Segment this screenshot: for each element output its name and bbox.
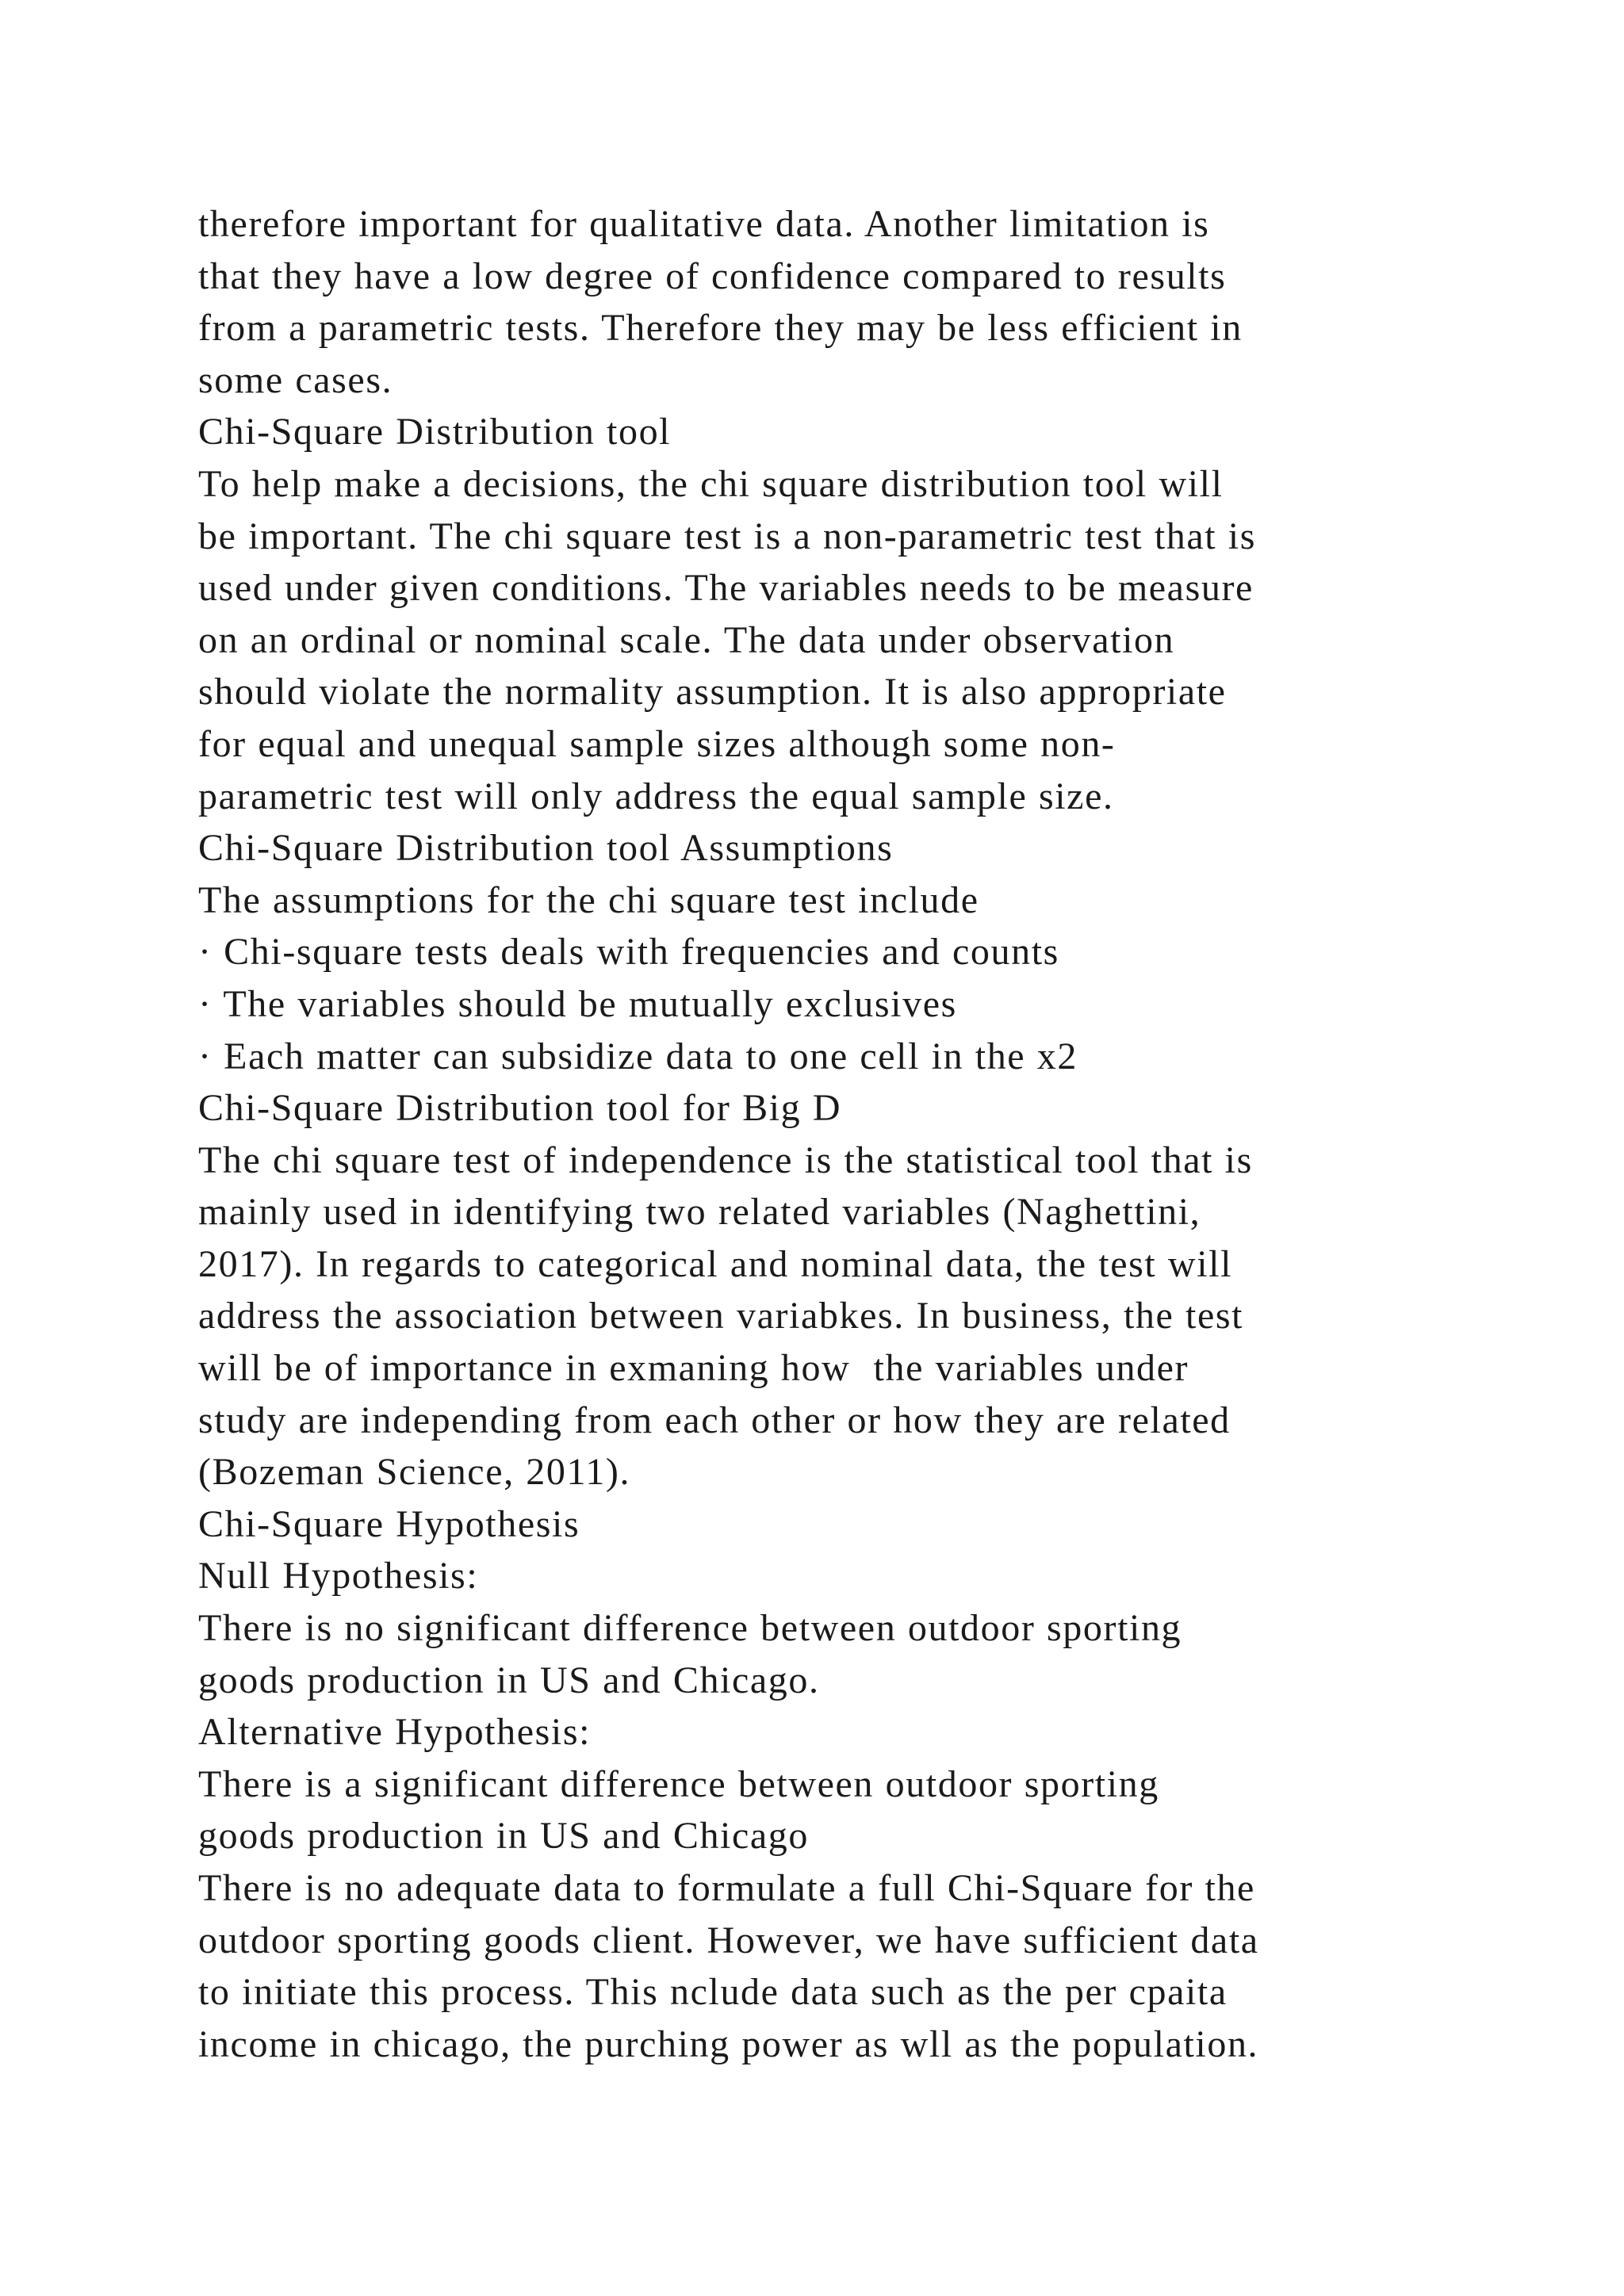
section-heading: Chi-Square Distribution tool for Big D (198, 1087, 842, 1130)
body-line: will be of importance in exmaning how the variables under (198, 1347, 1189, 1390)
body-line: should violate the normality assumption. It is also appropriate (198, 671, 1227, 714)
body-line: study are independing from each other or how they are related (198, 1399, 1231, 1441)
body-line: from a parametric tests. Therefore they may be less efficient in (198, 307, 1243, 350)
body-line: income in chicago, the purching power as wll as the population. (198, 2022, 1259, 2065)
subheading: Null Hypothesis: (198, 1555, 479, 1598)
body-line: There is a significant difference between outdoor sporting (198, 1762, 1159, 1805)
bullet-item: · The variables should be mutually exclusives (198, 982, 957, 1025)
body-line: There is no adequate data to formulate a full Chi-Square for the (198, 1867, 1255, 1909)
section-heading: Chi-Square Hypothesis (198, 1502, 580, 1545)
body-line: There is no significant difference between outdoor sporting (198, 1607, 1182, 1650)
body-line: The assumptions for the chi square test include (198, 878, 979, 921)
body-line: parametric test will only address the equal sample size. (198, 775, 1114, 817)
body-line: 2017). In regards to categorical and nominal data, the test will (198, 1242, 1233, 1285)
body-line: goods production in US and Chicago (198, 1815, 810, 1858)
body-line: therefore important for qualitative data. Another limitation is (198, 203, 1210, 245)
body-line: outdoor sporting goods client. However, we have sufficient data (198, 1919, 1259, 1961)
body-line: address the association between variabkes. In business, the test (198, 1295, 1244, 1337)
body-line: To help make a decisions, the chi square distribution tool will (198, 462, 1224, 505)
body-line: for equal and unequal sample sizes although some non- (198, 722, 1116, 765)
body-line: mainly used in identifying two related variables (Naghettini, (198, 1191, 1201, 1234)
section-heading: Chi-Square Distribution tool Assumptions (198, 827, 894, 870)
body-line: used under given conditions. The variables needs to be measure (198, 567, 1254, 610)
section-heading: Chi-Square Distribution tool (198, 411, 672, 453)
bullet-item: · Each matter can subsidize data to one cell in the x2 (198, 1035, 1078, 1077)
body-line: goods production in US and Chicago. (198, 1659, 820, 1701)
subheading: Alternative Hypothesis: (198, 1711, 592, 1754)
bullet-item: · Chi-square tests deals with frequencies and counts (198, 931, 1059, 974)
body-line: be important. The chi square test is a non-parametric test that is (198, 515, 1257, 557)
document-body (198, 198, 1483, 2070)
body-line: on an ordinal or nominal scale. The data under observation (198, 618, 1175, 661)
body-line: The chi square test of independence is the statistical tool that is (198, 1138, 1253, 1181)
body-line: that they have a low degree of confidence compared to results (198, 254, 1227, 297)
body-line: (Bozeman Science, 2011). (198, 1451, 631, 1494)
body-line: some cases. (198, 358, 393, 401)
body-line: to initiate this process. This nclude data such as the per cpaita (198, 1971, 1228, 2014)
